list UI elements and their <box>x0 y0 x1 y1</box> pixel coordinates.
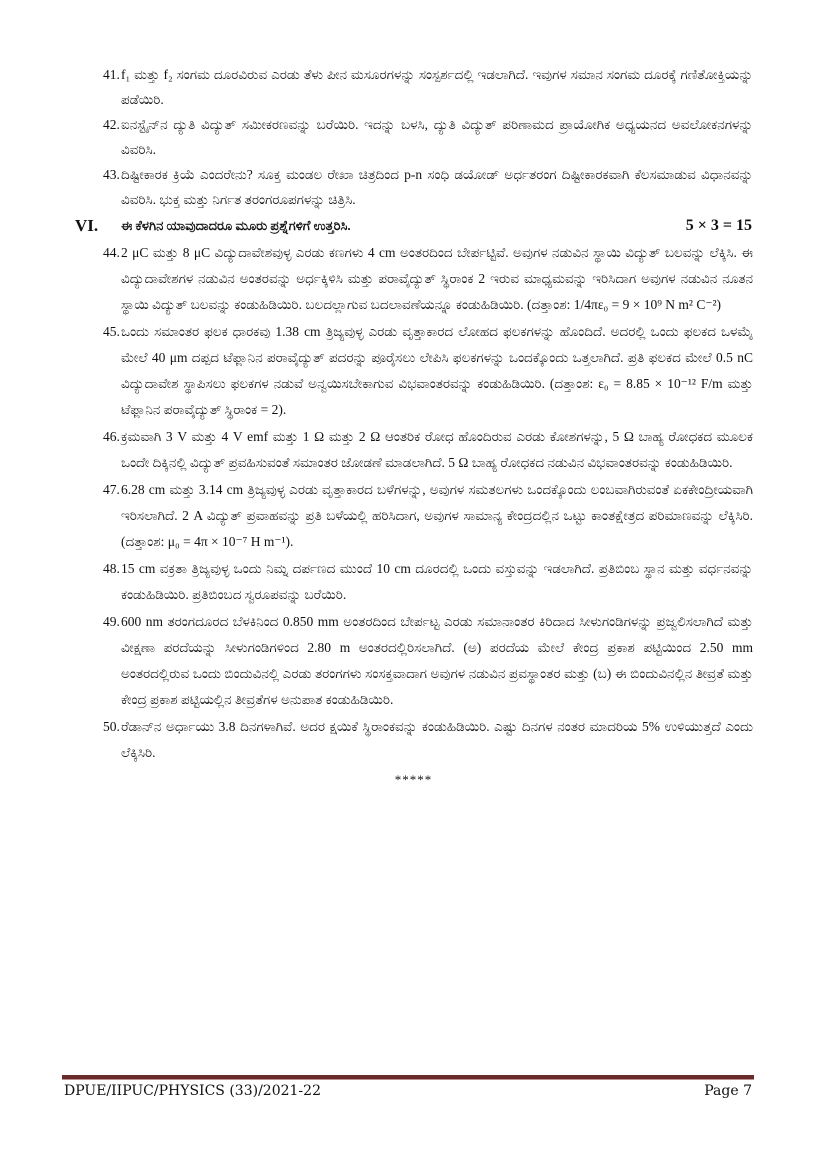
question-41 <box>103 63 753 112</box>
question-text: 6.28 cm ಮತ್ತು 3.14 cm ತ್ರಿಜ್ಯವುಳ್ಳ ಎರಡು ವೃತ್ತಾಕಾರದ ಬಳೆಗಳನ್ನು, ಅವುಗಳ ಸಮತಲಗಳು ಒಂದಕ್ಕೊಂದು ಲಂಬವಾಗಿರುವಂತೆ ಏಕಕೇಂದ್ರೀಯವಾಗಿ ಇರಿಸಲಾಗಿದೆ. 2 A ವಿದ್ಯುತ್ ಪ್ರವಾಹವನ್ನು ಪ್ರತಿ ಬಳೆಯಲ್ಲಿ ಹರಿಸಿದಾಗ, ಅವುಗಳ ಸಾಮಾನ್ಯ ಕೇಂದ್ರದಲ್ಲಿನ ಒಟ್ಟು ಕಾಂತಕ್ಷೇತ್ರದ ಪರಿಮಾಣವನ್ನು ಲೆಕ್ಕಿಸಿರಿ. (ದತ್ತಾಂಶ: μ₀ = 4π × 10⁻⁷ H m⁻¹). <box>121 482 753 549</box>
footer-code: DPUE/IIPUC/PHYSICS (33)/2021-22 <box>64 1083 321 1099</box>
question-number: 49. <box>103 614 120 629</box>
question-48 <box>103 556 753 608</box>
question-45 <box>103 319 753 423</box>
page-content <box>0 63 827 788</box>
question-number: 44. <box>103 245 120 260</box>
question-number: 41. <box>103 67 120 82</box>
section-marks: 5 × 3 = 15 <box>685 217 752 234</box>
question-text: ರೆಡಾನ್‌ನ ಅರ್ಧಾಯು 3.8 ದಿನಗಳಾಗಿವೆ. ಅದರ ಕ್ಷಯಿಕೆ ಸ್ಥಿರಾಂಕವನ್ನು ಕಂಡುಹಿಡಿಯಿರಿ. ಎಷ್ಟು ದಿನಗಳ ನಂತರ ಮಾದರಿಯ 5% ಉಳಿಯುತ್ತದೆ ಎಂದು ಲೆಕ್ಕಿಸಿರಿ. <box>121 719 753 760</box>
question-text: ಒಂದು ಸಮಾಂತರ ಫಲಕ ಧಾರಕವು 1.38 cm ತ್ರಿಜ್ಯವುಳ್ಳ ಎರಡು ವೃತ್ತಾಕಾರದ ಲೋಹದ ಫಲಕಗಳನ್ನು ಹೊಂದಿದೆ. ಅದರಲ್ಲಿ ಒಂದು ಫಲಕದ ಒಳಮೈ ಮೇಲೆ 40 μm ದಪ್ಪದ ಟೆಫ್ಲಾನಿನ ಪರಾವೈದ್ಯುತ್ ಪದರನ್ನು ಪೂರೈಸಲು ಲೇಪಿಸಿ ಫಲಕಗಳನ್ನು ಒಂದಕ್ಕೊಂದು ಒತ್ತಲಾಗಿದೆ. ಪ್ರತಿ ಫಲಕದ ಮೇಲೆ 0.5 nC ವಿದ್ಯುದಾವೇಶ ಸ್ಥಾಪಿಸಲು ಫಲಕಗಳ ನಡುವೆ ಅನ್ವಯಿಸಬೇಕಾಗುವ ವಿಭವಾಂತರವನ್ನು ಕಂಡುಹಿಡಿಯಿರಿ. (ದತ್ತಾಂಶ: ε₀ = 8.85 × 10⁻¹² F/m ಮತ್ತು ಟೆಫ್ಲಾನಿನ ಪರಾವೈದ್ಯುತ್ ಸ್ಥಿರಾಂಕ = 2). <box>121 324 753 417</box>
question-number: 43. <box>103 167 120 182</box>
question-42 <box>103 113 753 162</box>
end-mark: ***** <box>394 772 433 787</box>
section-header <box>0 213 827 239</box>
question-text: ದಿಷ್ಟೀಕಾರಕ ಕ್ರಿಯೆ ಎಂದರೇನು? ಸೂಕ್ತ ಮಂಡಲ ರೇಖಾ ಚಿತ್ರದಿಂದ p-n ಸಂಧಿ ಡಯೋಡ್ ಅರ್ಧತರಂಗ ದಿಷ್ಟೀಕಾರಕವಾಗಿ ಕೆಲಸಮಾಡುವ ವಿಧಾನವನ್ನು ವಿವರಿಸಿ. ಭುಕ್ತ ಮತ್ತು ನಿರ್ಗತ ತರಂಗರೂಪಗಳನ್ನು ಚಿತ್ರಿಸಿ. <box>121 167 753 207</box>
question-text: 15 cm ವಕ್ರತಾ ತ್ರಿಜ್ಯವುಳ್ಳ ಒಂದು ನಿಮ್ನ ದರ್ಪಣದ ಮುಂದೆ 10 cm ದೂರದಲ್ಲಿ ಒಂದು ವಸ್ತುವನ್ನು ಇಡಲಾಗಿದೆ. ಪ್ರತಿಬಿಂಬ ಸ್ಥಾನ ಮತ್ತು ವರ್ಧನವನ್ನು ಕಂಡುಹಿಡಿಯಿರಿ. ಪ್ರತಿಬಿಂಬದ ಸ್ವರೂಪವನ್ನು ಬರೆಯಿರಿ. <box>121 561 753 602</box>
question-50 <box>103 714 753 766</box>
question-number: 45. <box>103 324 120 339</box>
question-46 <box>103 424 753 476</box>
question-47 <box>103 477 753 555</box>
question-number: 47. <box>103 482 120 497</box>
footer <box>64 1083 752 1099</box>
question-text: 2 μC ಮತ್ತು 8 μC ವಿದ್ಯುದಾವೇಶವುಳ್ಳ ಎರಡು ಕಣಗಳು 4 cm ಅಂತರದಿಂದ ಬೇರ್ಪಟ್ಟಿವೆ. ಅವುಗಳ ನಡುವಿನ ಸ್ಥಾಯಿ ವಿದ್ಯುತ್ ಬಲವನ್ನು ಲೆಕ್ಕಿಸಿ. ಈ ವಿದ್ಯುದಾವೇಶಗಳ ನಡುವಿನ ಅಂತರವನ್ನು ಅರ್ಧಕ್ಕಿಳಿಸಿ ಮತ್ತು ಪರಾವೈದ್ಯುತ್ ಸ್ಥಿರಾಂಕ 2 ಇರುವ ಮಾಧ್ಯಮವನ್ನು ಇರಿಸಿದಾಗ ಅವುಗಳ ನಡುವಿನ ನೂತನ ಸ್ಥಾಯಿ ವಿದ್ಯುತ್ ಬಲವನ್ನು ಕಂಡುಹಿಡಿಯಿರಿ. ಬಲದಲ್ಲಾಗುವ ಬದಲಾವಣೆಯನ್ನೂ ಕಂಡುಹಿಡಿಯಿರಿ. (ದತ್ತಾಂಶ: 1/4πε₀ = 9 × 10⁹ N m² C⁻²) <box>121 245 753 312</box>
question-number: 42. <box>103 117 120 132</box>
page-number: Page 7 <box>704 1083 752 1099</box>
footer-divider <box>62 1075 754 1080</box>
question-text: ಕ್ರಮವಾಗಿ 3 V ಮತ್ತು 4 V emf ಮತ್ತು 1 Ω ಮತ್ತು 2 Ω ಆಂತರಿಕ ರೋಧ ಹೊಂದಿರುವ ಎರಡು ಕೋಶಗಳನ್ನು, 5 Ω ಬಾಹ್ಯ ರೋಧಕದ ಮೂಲಕ ಒಂದೇ ದಿಕ್ಕಿನಲ್ಲಿ ವಿದ್ಯುತ್ ಪ್ರವಹಿಸುವಂತೆ ಸಮಾಂತರ ಜೋಡಣೆ ಮಾಡಲಾಗಿದೆ. 5 Ω ಬಾಹ್ಯ ರೋಧಕದ ನಡುವಿನ ವಿಭವಾಂತರವನ್ನು ಕಂಡುಹಿಡಿಯಿರಿ. <box>121 429 753 470</box>
question-number: 50. <box>103 719 120 734</box>
question-text: 600 nm ತರಂಗದೂರದ ಬೆಳಕಿನಿಂದ 0.850 mm ಅಂತರದಿಂದ ಬೇರ್ಪಟ್ಟ ಎರಡು ಸಮಾನಾಂತರ ಕಿರಿದಾದ ಸೀಳುಗಂಡಿಗಳನ್ನು ಪ್ರಜ್ವಲಿಸಲಾಗಿದೆ ಮತ್ತು ವೀಕ್ಷಣಾ ಪರದೆಯನ್ನು ಸೀಳುಗಂಡಿಗಳಿಂದ 2.80 m ಅಂತರದಲ್ಲಿರಿಸಲಾಗಿದೆ. (ಅ) ಪರದೆಯ ಮೇಲೆ ಕೇಂದ್ರ ಪ್ರಕಾಶ ಪಟ್ಟಿಯಿಂದ 2.50 mm ಅಂತರದಲ್ಲಿರುವ ಒಂದು ಬಿಂದುವಿನಲ್ಲಿ ಎರಡು ತರಂಗಗಳು ಸಂಸಕ್ತವಾದಾಗ ಅವುಗಳ ನಡುವಿನ ಪ್ರವಸ್ಥಾಂತರ ಮತ್ತು (ಬ) ಈ ಬಿಂದುವಿನಲ್ಲಿನ ತೀವ್ರತೆ ಮತ್ತು ಕೇಂದ್ರ ಪ್ರಕಾಶ ಪಟ್ಟಿಯಲ್ಲಿನ ತೀವ್ರತೆಗಳ ಅನುಪಾತ ಕಂಡುಹಿಡಿಯಿರಿ. <box>121 614 753 707</box>
question-number: 46. <box>103 429 120 444</box>
question-text: f₁ ಮತ್ತು f₂ ಸಂಗಮ ದೂರವಿರುವ ಎರಡು ತೆಳು ಪೀನ ಮಸೂರಗಳನ್ನು ಸಂಸ್ಪರ್ಶದಲ್ಲಿ ಇಡಲಾಗಿದೆ. ಇವುಗಳ ಸಮಾನ ಸಂಗಮ ದೂರಕ್ಕೆ ಗಣಿತೋಕ್ತಿಯನ್ನು ಪಡೆಯಿರಿ. <box>121 67 753 107</box>
question-49 <box>103 609 753 713</box>
question-text: ಐನಸ್ಟೈನ್‌ನ ದ್ಯುತಿ ವಿದ್ಯುತ್ ಸಮೀಕರಣವನ್ನು ಬರೆಯಿರಿ. ಇದನ್ನು ಬಳಸಿ, ದ್ಯುತಿ ವಿದ್ಯುತ್ ಪರಿಣಾಮದ ಪ್ರಾಯೋಗಿಕ ಅಧ್ಯಯನದ ಅವಲೋಕನಗಳನ್ನು ವಿವರಿಸಿ. <box>121 117 753 157</box>
section-instruction: ಈ ಕೆಳಗಿನ ಯಾವುದಾದರೂ ಮೂರು ಪ್ರಶ್ನೆಗಳಿಗೆ ಉತ್ತರಿಸಿ. <box>121 218 351 233</box>
section-number: VI. <box>75 216 99 235</box>
question-44 <box>103 240 753 318</box>
question-43 <box>103 163 753 212</box>
question-number: 48. <box>103 561 120 576</box>
